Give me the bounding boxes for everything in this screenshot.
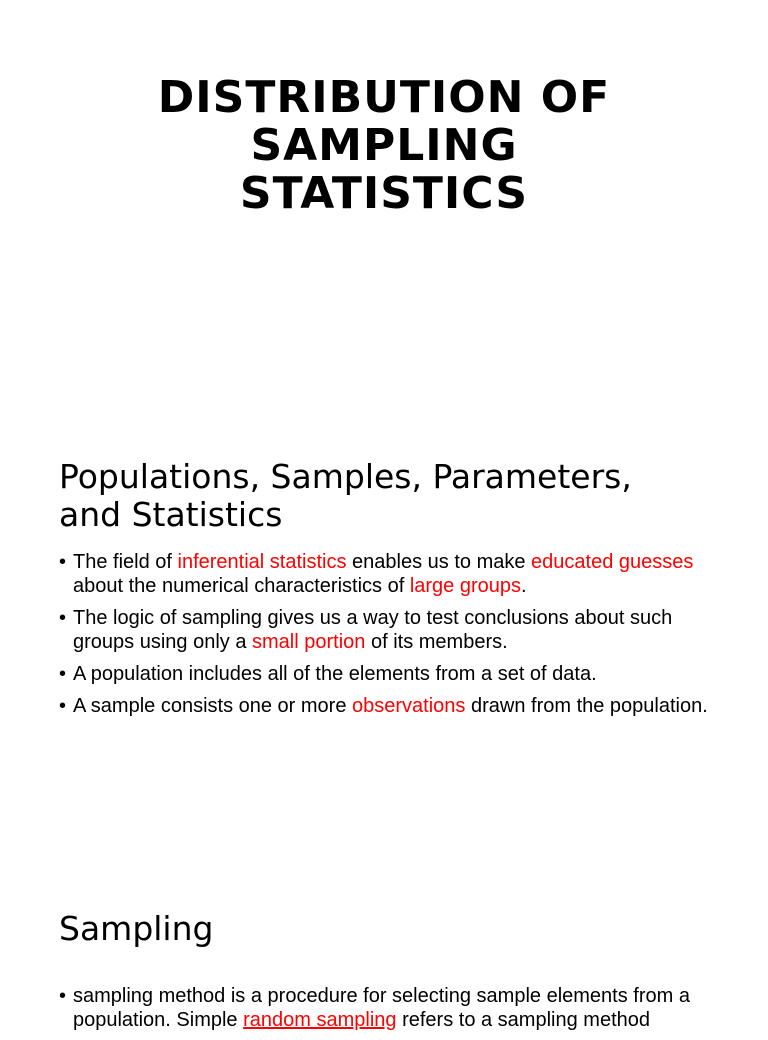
slide-heading: [59, 458, 632, 534]
bullet-text: .: [521, 575, 527, 597]
bullet-text: drawn from the population.: [465, 695, 708, 717]
bullet-item: [59, 662, 719, 686]
bullet-text: A population includes all of the elements from a set of data.: [73, 663, 597, 685]
highlight-term: inferential statistics: [177, 551, 347, 573]
bullet-item: [59, 550, 719, 598]
highlight-term: small portion: [252, 631, 366, 653]
bullet-item: [59, 606, 719, 654]
highlight-term: educated guesses: [531, 551, 694, 573]
presentation-title: [0, 74, 768, 218]
slide-heading: Sampling: [59, 909, 214, 948]
heading-line: Populations, Samples, Parameters,: [59, 457, 632, 496]
highlight-term: large groups: [409, 575, 522, 597]
slide-populations-samples: [0, 430, 768, 880]
bullet-text: enables us to make: [346, 551, 532, 573]
bullet-text: The logic of sampling gives us a way to test conclusions about such groups using only a: [73, 607, 673, 653]
bullet-list: [59, 984, 719, 1040]
title-line: STATISTICS: [239, 168, 529, 219]
bullet-item: [59, 694, 719, 718]
bullet-text: about the numerical characteristics of: [73, 575, 410, 597]
bullet-text: refers to a sampling method: [396, 1009, 650, 1031]
bullet-text: of its members.: [365, 631, 508, 653]
slide-sampling: [0, 880, 768, 1031]
bullet-text: sampling method is a procedure for selecting sample elements from a population. Simple: [73, 985, 690, 1031]
heading-line: and Statistics: [59, 495, 283, 534]
bullet-text: A sample consists one or more: [73, 695, 353, 717]
bullet-item: [59, 984, 719, 1032]
title-slide: [0, 0, 768, 430]
title-line: SAMPLING: [250, 120, 518, 171]
title-line: DISTRIBUTION OF: [157, 72, 611, 123]
highlight-term: observations: [352, 695, 466, 717]
bullet-list: [59, 550, 719, 726]
bullet-text: The field of: [73, 551, 178, 573]
highlight-term: random sampling: [243, 1009, 397, 1031]
